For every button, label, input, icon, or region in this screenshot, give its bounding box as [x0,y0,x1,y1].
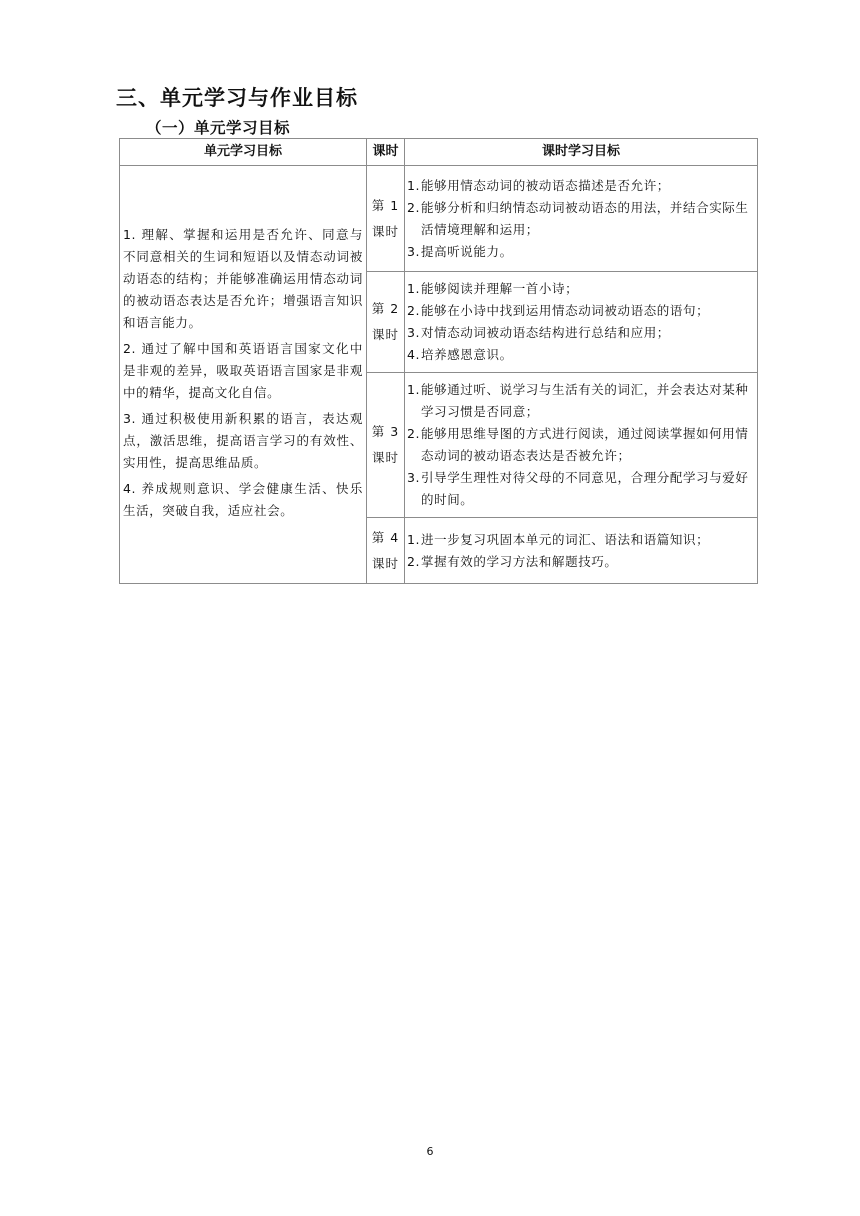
table-header-row [120,139,758,166]
lesson-goals-cell [405,272,758,373]
list-item: 2. 能够用思维导图的方式进行阅读，通过阅读掌握如何用情态动词的被动语态表达是否被允许； [407,426,749,463]
list-item: 3. 提高听说能力。 [407,243,513,259]
list-item: 3. 对情态动词被动语态结构进行总结和应用； [407,325,670,340]
list-item: 1. 进一步复习巩固本单元的词汇、语法和语篇知识； [407,531,710,547]
header-unit-goals: 单元学习目标 [120,139,367,166]
header-lesson: 课时 [367,139,405,166]
list-item: 1. 能够用情态动词的被动语态描述是否允许； [407,177,670,193]
section-heading: 三、单元学习与作业目标 [116,86,358,110]
lesson-goals-cell [405,373,758,518]
lesson-label: 第 1 课时 [367,166,405,272]
learning-goals-table [119,138,758,584]
lesson-goals-cell [405,518,758,584]
list-item: 3. 引导学生理性对待父母的不同意见，合理分配学习与爱好的时间。 [407,470,749,507]
lesson-label: 第 4 课时 [367,518,405,584]
lesson-label: 第 3 课时 [367,373,405,518]
unit-goals-cell [120,166,367,584]
list-item: 4. 培养感恩意识。 [407,347,513,362]
subsection-heading: （一）单元学习目标 [146,119,291,137]
list-item: 2. 掌握有效的学习方法和解题技巧。 [407,553,618,569]
list-item: 1. 能够通过听、说学习与生活有关的词汇，并会表达对某种学习习惯是否同意； [407,382,749,419]
unit-goal-item: 3. 通过积极使用新积累的语言，表达观点，激活思维，提高语言学习的有效性、实用性，提高思维品质。 [123,410,363,470]
list-item: 2. 能够在小诗中找到运用情态动词被动语态的语句； [407,303,710,318]
list-item: 1. 能够阅读并理解一首小诗； [407,281,579,296]
list-item: 2. 能够分析和归纳情态动词被动语态的用法，并结合实际生活情境理解和运用； [407,199,749,237]
unit-goal-item: 4. 养成规则意识、学会健康生活、快乐生活，突破自我，适应社会。 [123,480,363,518]
unit-goal-item: 1. 理解、掌握和运用是否允许、同意与不同意相关的生词和短语以及情态动词被动语态的结构；并能够准确运用情态动词的被动语态表达是否允许；增强语言知识和语言能力。 [123,226,363,330]
header-lesson-goals: 课时学习目标 [405,139,758,166]
page-number: 6 [426,1145,434,1158]
unit-goal-item: 2. 通过了解中国和英语语言国家文化中是非观的差异，吸取英语语言国家是非观中的精华，提高文化自信。 [123,340,363,400]
lesson-label: 第 2 课时 [367,272,405,373]
table-row [120,166,758,272]
lesson-goals-cell [405,166,758,272]
